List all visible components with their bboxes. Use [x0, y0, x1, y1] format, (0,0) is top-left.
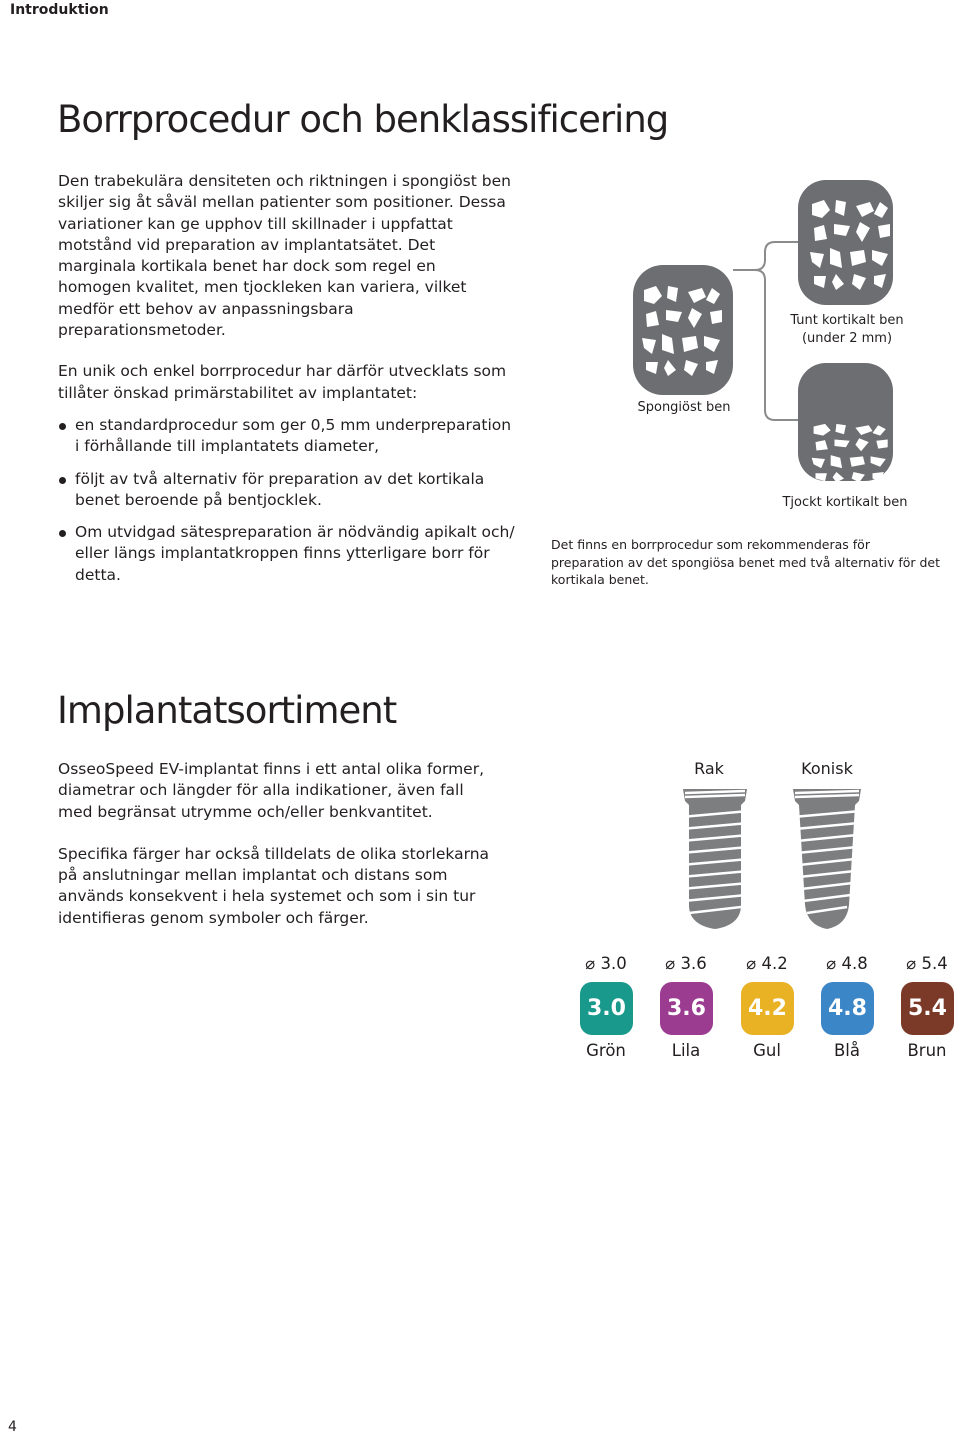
- section1-paragraph2: En unik och enkel borrprocedur har därför utvecklats som tillåter önskad primärstabilitet av implantatet:: [58, 362, 507, 402]
- thin-cortical-label: Tunt kortikalt ben (under 2 mm): [790, 313, 904, 346]
- conical-implant-icon: [787, 785, 867, 935]
- section1-title: Borrprocedur och benklassificering: [57, 98, 669, 141]
- thick-cortical-bone-icon: [798, 363, 893, 482]
- size-badge-brown: 5.4: [901, 982, 954, 1035]
- spongy-bone-label: Spongiöst ben: [637, 400, 731, 415]
- section1-text: [58, 171, 513, 586]
- size-badge-blue: 4.8: [821, 982, 874, 1035]
- diameter-label: ⌀ 4.8: [826, 954, 868, 973]
- section2-title: Implantatsortiment: [57, 689, 397, 732]
- bullet-item: en standardprocedur som ger 0,5 mm underpreparation i förhållande till implantatets diameter,: [58, 415, 513, 458]
- size-badge-purple: 3.6: [660, 982, 713, 1035]
- color-name: Gul: [753, 1041, 781, 1060]
- diameter-label: ⌀ 4.2: [746, 954, 788, 973]
- bullet-list: [58, 415, 513, 586]
- section2-paragraph1: OsseoSpeed EV-implantat finns i ett antal olika former, diametrar och längder för alla indikationer, även fall med begränsat utrymme och/eller benkvantitet.: [58, 760, 485, 821]
- size-badge-green: 3.0: [580, 982, 633, 1035]
- size-badge-yellow: 4.2: [741, 982, 794, 1035]
- color-name: Blå: [833, 1041, 860, 1060]
- spongy-bone-icon: [633, 265, 733, 395]
- connector-line: [733, 242, 798, 270]
- implant-straight-label: Rak: [694, 759, 724, 778]
- thin-cortical-bone-icon: [798, 180, 893, 305]
- size-color-legend: [566, 954, 956, 1074]
- color-name: Brun: [907, 1041, 947, 1060]
- figure-caption: Det finns en borrprocedur som rekommenderas för preparation av det spongiösa benet med två alternativ för det kortikala benet.: [551, 537, 941, 587]
- section2-text: [58, 759, 503, 929]
- color-name: Lila: [671, 1041, 701, 1060]
- section2-paragraph2: Specifika färger har också tilldelats de olika storlekarna på anslutningar mellan implantat och distans som används konsekvent i hela systemet och som i sin tur identifieras genom symboler och färger.: [58, 844, 490, 927]
- color-name: Grön: [586, 1041, 626, 1060]
- section-header: Introduktion: [10, 2, 109, 18]
- section1-paragraph1: Den trabekulära densiteten och riktningen i spongiöst ben skiljer sig åt såväl mellan patienter som positioner. Dessa variationer kan ge upphov till skillnader i uppfattat motstånd vid preparation av implantatsätet. Det marginala kortikala benet har dock som regel en homogen kvalitet, men tjockleken kan variera, vilket medför ett behov av anpassningsbara preparationsmetoder.: [58, 172, 511, 340]
- implant-conical-label: Konisk: [801, 759, 853, 778]
- page-number: 4: [8, 1419, 17, 1435]
- diameter-label: ⌀ 5.4: [906, 954, 948, 973]
- straight-implant-icon: [675, 785, 755, 935]
- thick-cortical-label: Tjockt kortikalt ben: [782, 495, 908, 510]
- diameter-label: ⌀ 3.0: [585, 954, 627, 973]
- diameter-label: ⌀ 3.6: [665, 954, 707, 973]
- bullet-item: Om utvidgad sätespreparation är nödvändig apikalt och/ eller längs implantatkroppen finns ytterligare borr för detta.: [58, 522, 540, 586]
- bullet-item: följt av två alternativ för preparation av det kortikala benet beroende på bentjocklek.: [58, 469, 513, 512]
